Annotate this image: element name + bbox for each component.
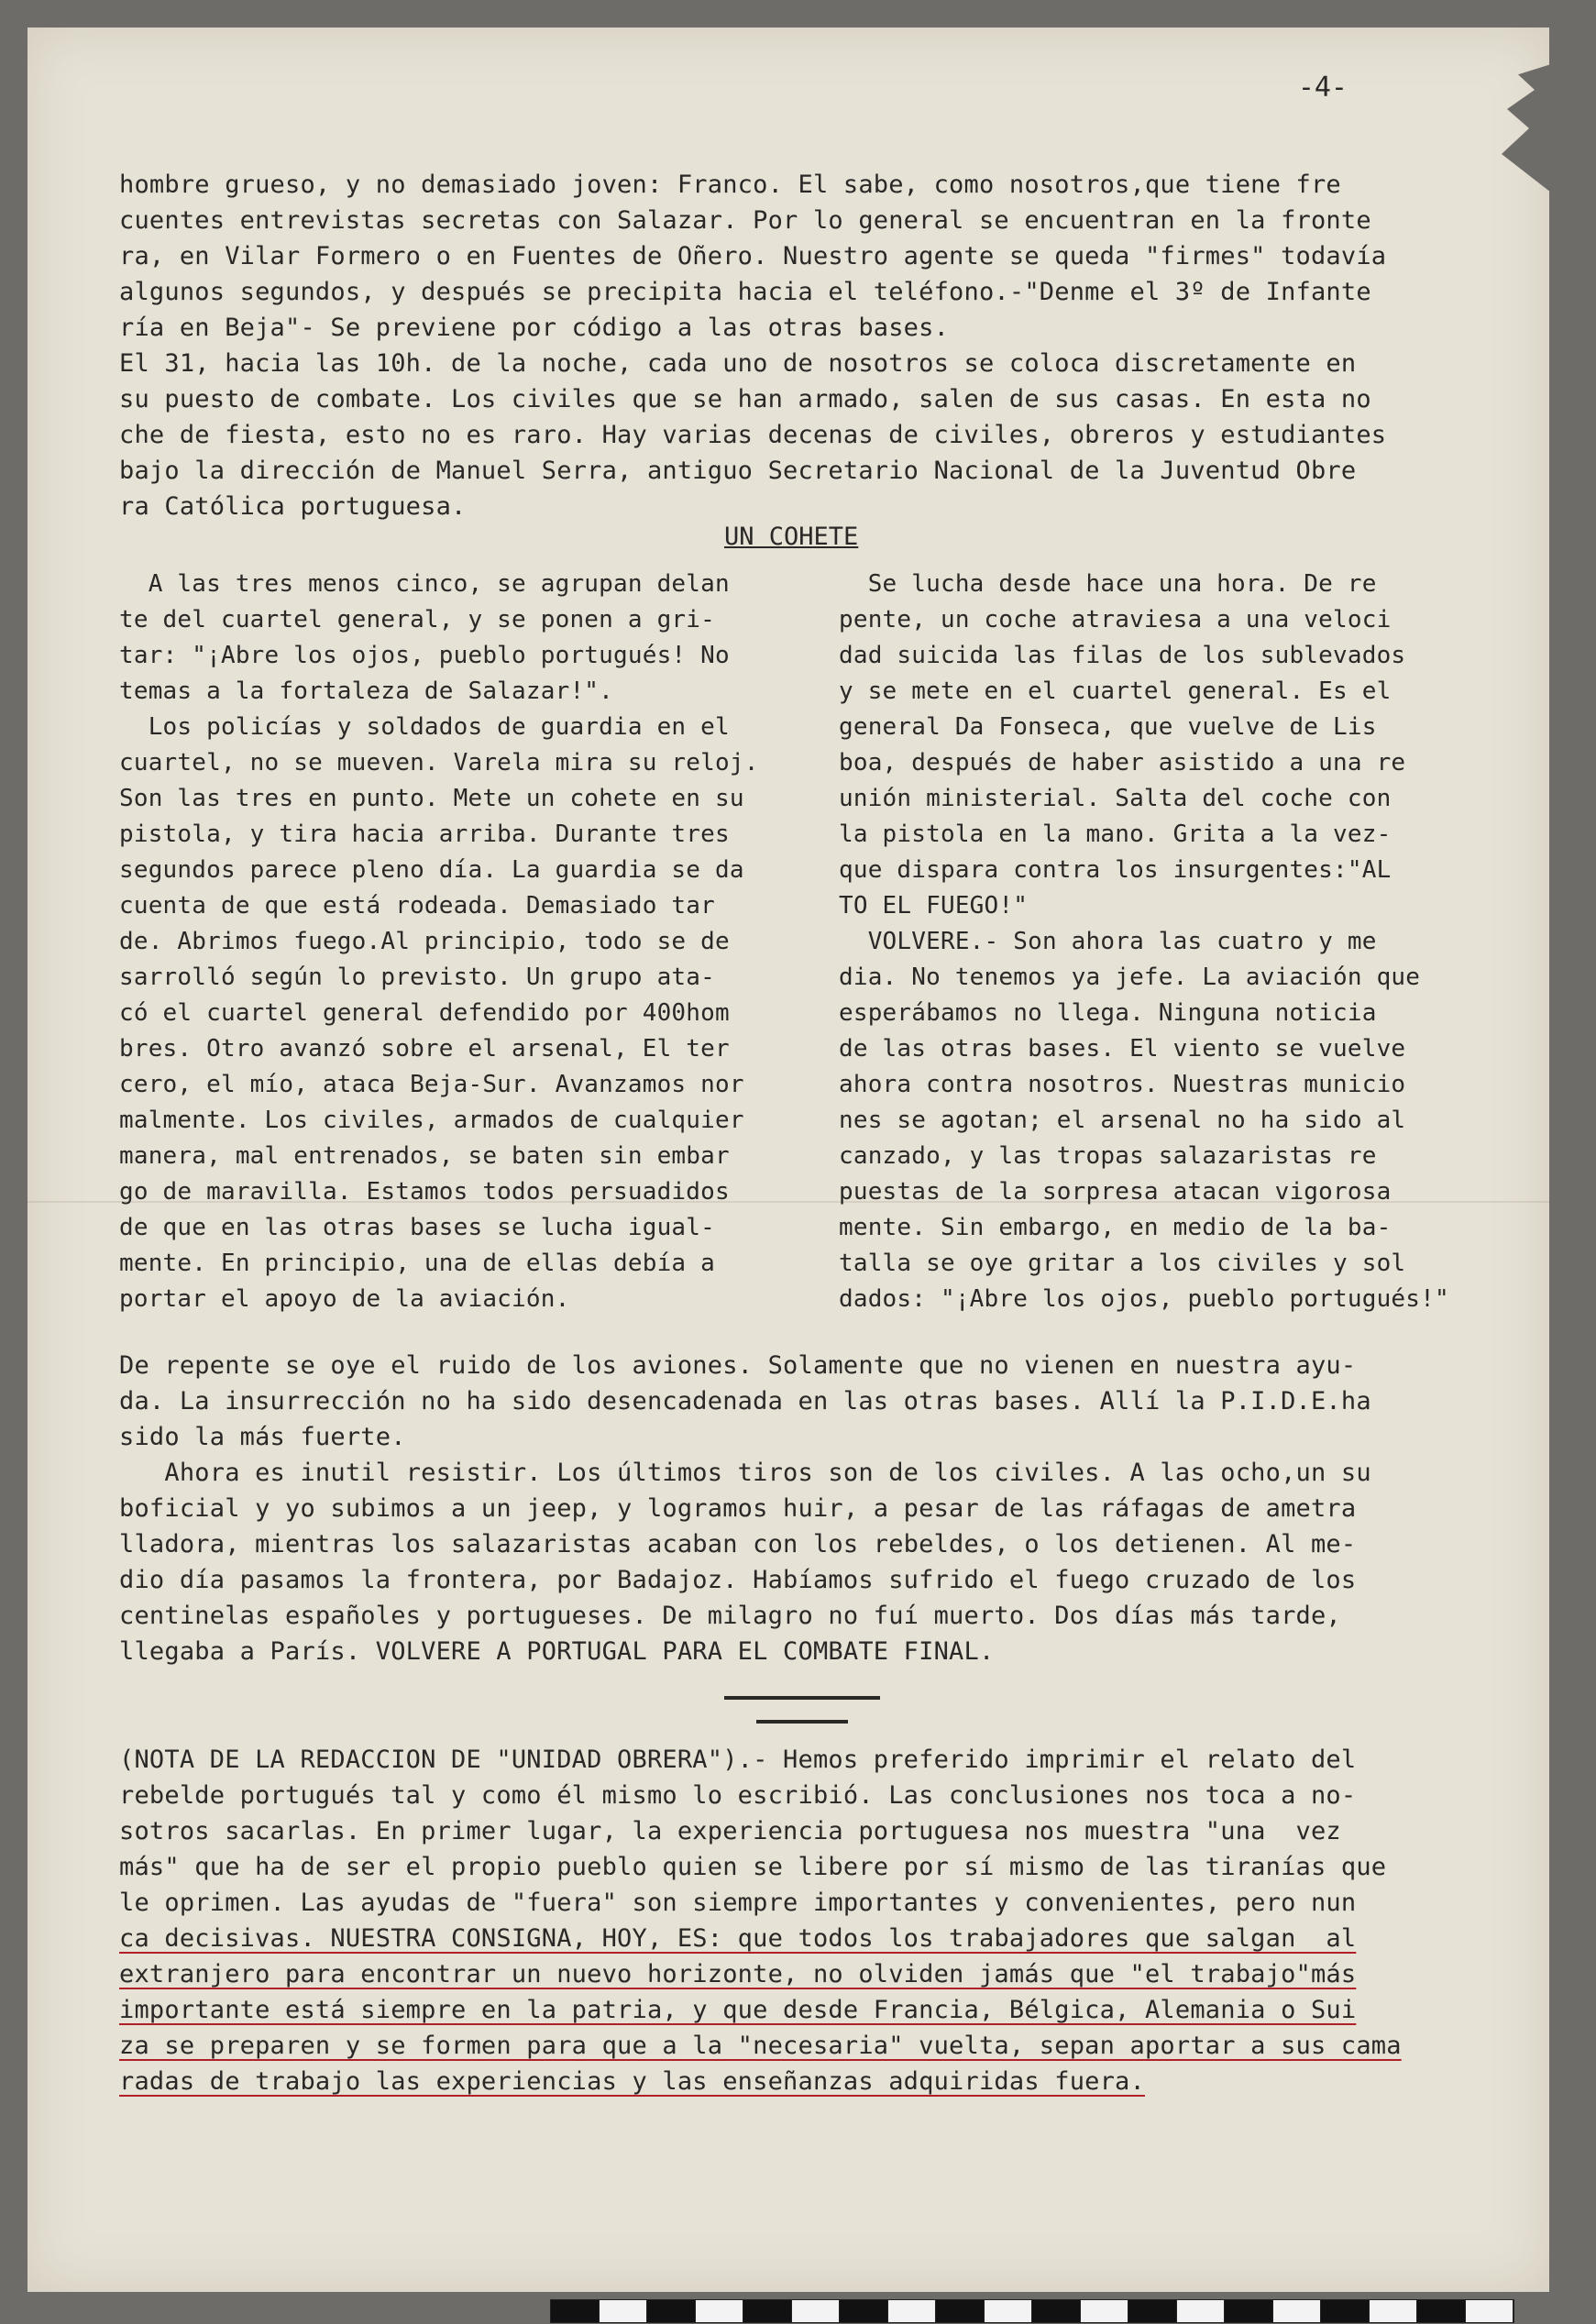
text-line: cuentes entrevistas secretas con Salazar. Por lo general se encuentran en la fronte [119,206,1371,235]
text-line: y se mete en el cuartel general. Es el [839,677,1392,705]
text-line: centinelas españoles y portugueses. De milagro no fuí muerto. Dos días más tarde, [119,1602,1341,1630]
text-line: mente. En principio, una de ellas debía a [119,1250,715,1277]
text-line: la pistola en la mano. Grita a la vez- [839,821,1392,848]
text-line: radas de trabajo las experiencias y las enseñanzas adquiridas fuera. [119,2067,1145,2096]
text-line: mente. Sin embargo, en medio de la ba- [839,1214,1392,1241]
text-line: malmente. Los civiles, armados de cualquier [119,1107,744,1134]
text-line: lladora, mientras los salazaristas acaban con los rebeldes, o los detienen. Al me- [119,1530,1357,1559]
section-heading: UN COHETE [724,523,859,551]
text-line: El 31, hacia las 10h. de la noche, cada uno de nosotros se coloca discretamente en [119,349,1357,378]
text-line: A las tres menos cinco, se agrupan delan [119,570,730,598]
editorial-note [119,1742,1402,2099]
text-line: dio día pasamos la frontera, por Badajoz. Habíamos sufrido el fuego cruzado de los [119,1566,1357,1594]
text-line: ra, en Vilar Formero o en Fuentes de Oñero. Nuestro agente se queda "firmes" todavía [119,242,1387,270]
text-line: Los policías y soldados de guardia en el [119,713,730,741]
text-line: Ahora es inutil resistir. Los últimos tiros son de los civiles. A las ocho,un su [119,1459,1371,1487]
text-line: Se lucha desde hace una hora. De re [839,570,1377,598]
text-line: portar el apoyo de la aviación. [119,1285,570,1313]
text-line: (NOTA DE LA REDACCION DE "UNIDAD OBRERA").- Hemos preferido imprimir el relato del [119,1746,1357,1774]
text-line: de. Abrimos fuego.Al principio, todo se de [119,928,730,955]
text-line: sarrolló según lo previsto. Un grupo ata- [119,964,715,991]
text-line: bajo la dirección de Manuel Serra, antiguo Secretario Nacional de la Juventud Obre [119,457,1357,485]
text-line: manera, mal entrenados, se baten sin embar [119,1142,730,1170]
text-line: de las otras bases. El viento se vuelve [839,1035,1406,1063]
text-line: importante está siempre en la patria, y que desde Francia, Bélgica, Alemania o Sui [119,1996,1357,2024]
document-page [28,28,1549,2292]
text-line: de que en las otras bases se lucha igual- [119,1214,715,1241]
text-line: tar: "¡Abre los ojos, pueblo portugués! No [119,642,730,669]
text-line: algunos segundos, y después se precipita hacia el teléfono.-"Denme el 3º de Infante [119,278,1371,306]
text-line: che de fiesta, esto no es raro. Hay varias decenas de civiles, obreros y estudiantes [119,421,1387,449]
text-line: temas a la fortaleza de Salazar!". [119,677,614,705]
text-line: su puesto de combate. Los civiles que se han armado, salen de sus casas. En esta no [119,385,1371,413]
text-line: boficial y yo subimos a un jeep, y logramos huir, a pesar de las ráfagas de ametra [119,1494,1357,1523]
text-line: pente, un coche atraviesa a una veloci [839,606,1392,633]
text-line: ra Católica portuguesa. [119,492,467,521]
text-line: VOLVERE.- Son ahora las cuatro y me [839,928,1377,955]
text-line: canzado, y las tropas salazaristas re [839,1142,1377,1170]
text-line: cuartel, no se mueven. Varela mira su reloj. [119,749,759,777]
text-line: puestas de la sorpresa atacan vigorosa [839,1178,1392,1206]
closing-paragraph [119,1348,1371,1669]
right-column [839,567,1449,1317]
text-line: go de maravilla. Estamos todos persuadidos [119,1178,730,1206]
text-line: te del cuartel general, y se ponen a gri- [119,606,715,633]
page-number: -4- [1297,72,1348,104]
text-line: boa, después de haber asistido a una re [839,749,1406,777]
intro-paragraph [119,167,1386,524]
text-line: ca decisivas. NUESTRA CONSIGNA, HOY, ES: que todos los trabajadores que salgan al [119,1924,1357,1953]
text-line: nes se agotan; el arsenal no ha sido al [839,1107,1406,1134]
text-line: ría en Beja"- Se previene por código a las otras bases. [119,314,950,342]
text-line: unión ministerial. Salta del coche con [839,785,1392,812]
text-line: rebelde portugués tal y como él mismo lo escribió. Las conclusiones nos toca a no- [119,1781,1357,1810]
measurement-scale-bar [550,2299,1514,2323]
text-line: dados: "¡Abre los ojos, pueblo portugués!" [839,1285,1449,1313]
text-line: bres. Otro avanzó sobre el arsenal, El ter [119,1035,730,1063]
left-column [119,567,759,1317]
text-line: cuenta de que está rodeada. Demasiado tar [119,892,715,920]
text-line: da. La insurrección no ha sido desencadenada en las otras bases. Allí la P.I.D.E.ha [119,1387,1371,1415]
divider-rule [724,1696,880,1700]
text-line: dad suicida las filas de los sublevados [839,642,1406,669]
text-line: Son las tres en punto. Mete un cohete en su [119,785,744,812]
text-line: segundos parece pleno día. La guardia se da [119,856,744,884]
text-line: esperábamos no llega. Ninguna noticia [839,999,1377,1027]
text-line: llegaba a París. VOLVERE A PORTUGAL PARA EL COMBATE FINAL. [119,1637,995,1666]
text-line: dia. No tenemos ya jefe. La aviación que [839,964,1421,991]
text-line: talla se oye gritar a los civiles y sol [839,1250,1406,1277]
text-line: hombre grueso, y no demasiado joven: Franco. El sabe, como nosotros,que tiene fre [119,171,1341,199]
text-line: que dispara contra los insurgentes:"AL [839,856,1392,884]
text-line: ahora contra nosotros. Nuestras municio [839,1071,1406,1098]
text-line: có el cuartel general defendido por 400hom [119,999,730,1027]
text-line: cero, el mío, ataca Beja-Sur. Avanzamos nor [119,1071,744,1098]
text-line: TO EL FUEGO!" [839,892,1029,920]
text-line: za se preparen y se formen para que a la "necesaria" vuelta, sepan aportar a sus cama [119,2032,1402,2060]
divider-rule-short [756,1720,848,1724]
text-line: sido la más fuerte. [119,1423,406,1451]
text-line: más" que ha de ser el propio pueblo quien se libere por sí mismo de las tiranías que [119,1853,1387,1881]
text-line: sotros sacarlas. En primer lugar, la experiencia portuguesa nos muestra "una vez [119,1817,1341,1845]
torn-corner [1496,64,1551,193]
text-line: extranjero para encontrar un nuevo horizonte, no olviden jamás que "el trabajo"más [119,1960,1357,1988]
text-line: le oprimen. Las ayudas de "fuera" son siempre importantes y convenientes, pero nun [119,1889,1357,1917]
text-line: general Da Fonseca, que vuelve de Lis [839,713,1377,741]
text-line: pistola, y tira hacia arriba. Durante tres [119,821,730,848]
text-line: De repente se oye el ruido de los aviones. Solamente que no vienen en nuestra ayu- [119,1351,1357,1380]
